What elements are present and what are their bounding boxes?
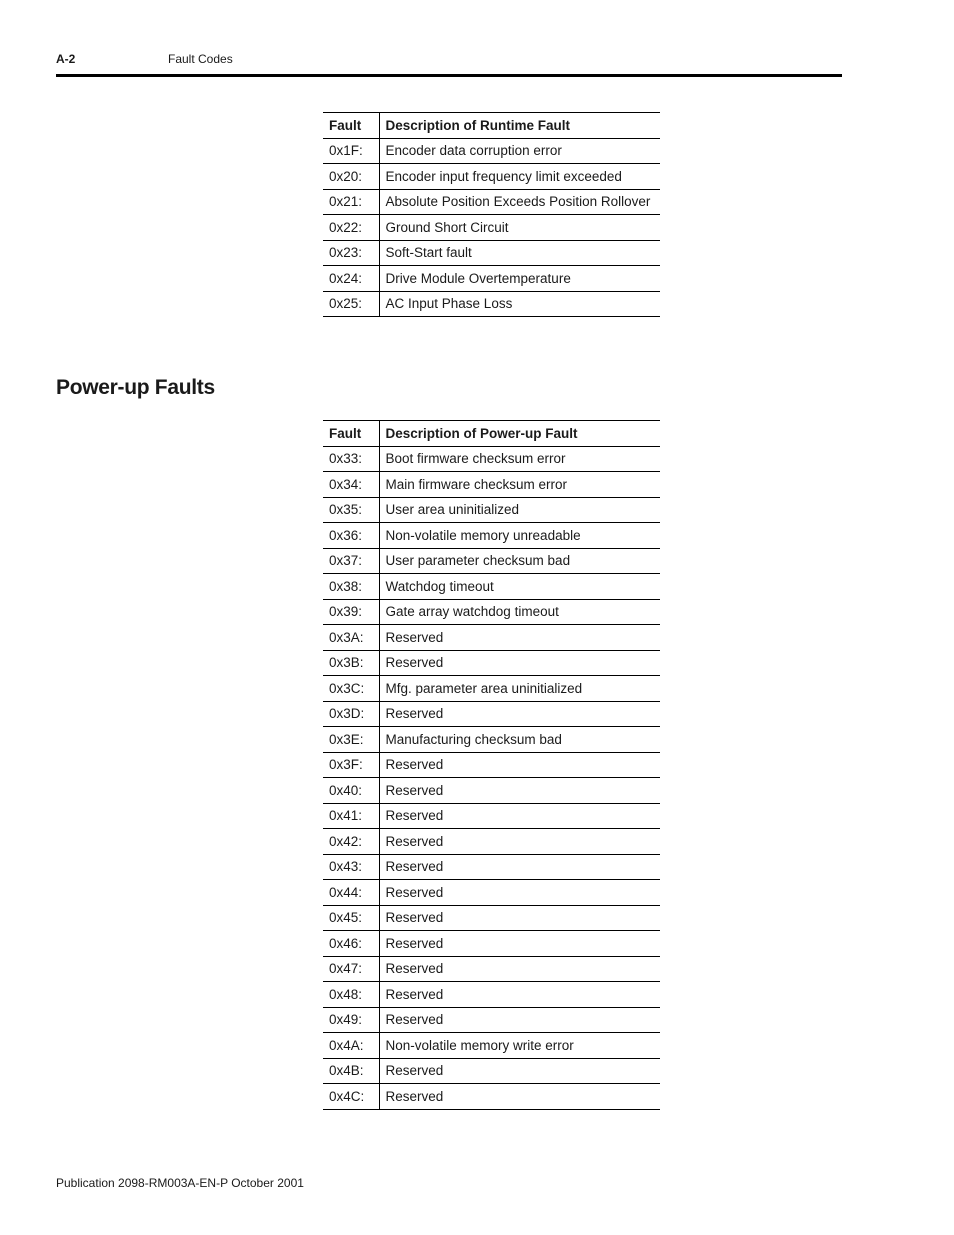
fault-description-cell: Reserved bbox=[379, 982, 660, 1008]
table-row bbox=[323, 625, 660, 651]
fault-code-cell: 0x42: bbox=[323, 829, 379, 855]
table-row bbox=[323, 982, 660, 1008]
fault-description-cell: Soft-Start fault bbox=[379, 240, 660, 266]
fault-code-cell: 0x3C: bbox=[323, 676, 379, 702]
fault-code-cell: 0x48: bbox=[323, 982, 379, 1008]
fault-description-cell: Mfg. parameter area uninitialized bbox=[379, 676, 660, 702]
table-row bbox=[323, 931, 660, 957]
publication-footer: Publication 2098-RM003A-EN-P October 2001 bbox=[56, 1176, 304, 1190]
fault-description-cell: Ground Short Circuit bbox=[379, 215, 660, 241]
fault-code-cell: 0x46: bbox=[323, 931, 379, 957]
table-row bbox=[323, 676, 660, 702]
table-row bbox=[323, 523, 660, 549]
fault-code-cell: 0x24: bbox=[323, 266, 379, 292]
table-row bbox=[323, 599, 660, 625]
table-row bbox=[323, 727, 660, 753]
fault-code-cell: 0x44: bbox=[323, 880, 379, 906]
fault-description-cell: User parameter checksum bad bbox=[379, 548, 660, 574]
fault-description-cell: AC Input Phase Loss bbox=[379, 291, 660, 317]
fault-code-cell: 0x3E: bbox=[323, 727, 379, 753]
fault-description-cell: Reserved bbox=[379, 956, 660, 982]
fault-description-cell: Boot firmware checksum error bbox=[379, 446, 660, 472]
fault-code-cell: 0x49: bbox=[323, 1007, 379, 1033]
fault-description-cell: Reserved bbox=[379, 778, 660, 804]
fault-code-cell: 0x37: bbox=[323, 548, 379, 574]
table-row bbox=[323, 240, 660, 266]
table-row bbox=[323, 574, 660, 600]
fault-code-cell: 0x35: bbox=[323, 497, 379, 523]
fault-description-cell: Manufacturing checksum bad bbox=[379, 727, 660, 753]
fault-code-cell: 0x47: bbox=[323, 956, 379, 982]
fault-description-cell: Encoder input frequency limit exceeded bbox=[379, 164, 660, 190]
table-row bbox=[323, 752, 660, 778]
table-row bbox=[323, 446, 660, 472]
table-row bbox=[323, 215, 660, 241]
fault-description-cell: Main firmware checksum error bbox=[379, 472, 660, 498]
table-row bbox=[323, 854, 660, 880]
fault-code-cell: 0x1F: bbox=[323, 138, 379, 164]
table-row bbox=[323, 1007, 660, 1033]
fault-description-cell: Reserved bbox=[379, 880, 660, 906]
fault-description-cell: Absolute Position Exceeds Position Rollover bbox=[379, 189, 660, 215]
fault-code-cell: 0x3D: bbox=[323, 701, 379, 727]
fault-description-cell: User area uninitialized bbox=[379, 497, 660, 523]
table-row bbox=[323, 138, 660, 164]
fault-description-cell: Reserved bbox=[379, 854, 660, 880]
fault-code-cell: 0x36: bbox=[323, 523, 379, 549]
table-row bbox=[323, 956, 660, 982]
description-column-header: Description of Power-up Fault bbox=[379, 421, 660, 447]
table-row bbox=[323, 548, 660, 574]
table-row bbox=[323, 164, 660, 190]
table-header-row bbox=[323, 113, 660, 139]
fault-description-cell: Reserved bbox=[379, 701, 660, 727]
fault-description-cell: Reserved bbox=[379, 1084, 660, 1110]
powerup-fault-table bbox=[323, 420, 660, 1110]
fault-code-cell: 0x25: bbox=[323, 291, 379, 317]
fault-description-cell: Gate array watchdog timeout bbox=[379, 599, 660, 625]
fault-description-cell: Non-volatile memory write error bbox=[379, 1033, 660, 1059]
fault-code-cell: 0x33: bbox=[323, 446, 379, 472]
fault-code-cell: 0x3A: bbox=[323, 625, 379, 651]
description-column-header: Description of Runtime Fault bbox=[379, 113, 660, 139]
fault-code-cell: 0x39: bbox=[323, 599, 379, 625]
page-header bbox=[56, 52, 842, 74]
table-row bbox=[323, 472, 660, 498]
table-row bbox=[323, 905, 660, 931]
fault-code-cell: 0x43: bbox=[323, 854, 379, 880]
page-number: A-2 bbox=[56, 52, 76, 66]
fault-description-cell: Watchdog timeout bbox=[379, 574, 660, 600]
fault-description-cell: Drive Module Overtemperature bbox=[379, 266, 660, 292]
fault-code-cell: 0x4A: bbox=[323, 1033, 379, 1059]
fault-description-cell: Reserved bbox=[379, 1007, 660, 1033]
table-row bbox=[323, 701, 660, 727]
table-row bbox=[323, 1084, 660, 1110]
fault-description-cell: Reserved bbox=[379, 625, 660, 651]
fault-code-cell: 0x45: bbox=[323, 905, 379, 931]
runtime-fault-table bbox=[323, 112, 660, 317]
header-rule bbox=[56, 74, 842, 77]
table-row bbox=[323, 1058, 660, 1084]
table-row bbox=[323, 291, 660, 317]
fault-code-cell: 0x3B: bbox=[323, 650, 379, 676]
fault-column-header: Fault bbox=[323, 421, 379, 447]
fault-description-cell: Reserved bbox=[379, 803, 660, 829]
fault-code-cell: 0x23: bbox=[323, 240, 379, 266]
fault-code-cell: 0x20: bbox=[323, 164, 379, 190]
fault-column-header: Fault bbox=[323, 113, 379, 139]
section-title: Power-up Faults bbox=[56, 376, 215, 399]
fault-code-cell: 0x3F: bbox=[323, 752, 379, 778]
table-row bbox=[323, 778, 660, 804]
fault-code-cell: 0x40: bbox=[323, 778, 379, 804]
table-row bbox=[323, 880, 660, 906]
fault-code-cell: 0x38: bbox=[323, 574, 379, 600]
fault-description-cell: Reserved bbox=[379, 829, 660, 855]
fault-code-cell: 0x41: bbox=[323, 803, 379, 829]
fault-description-cell: Reserved bbox=[379, 650, 660, 676]
fault-description-cell: Reserved bbox=[379, 931, 660, 957]
table-row bbox=[323, 266, 660, 292]
table-row bbox=[323, 497, 660, 523]
fault-description-cell: Reserved bbox=[379, 1058, 660, 1084]
fault-description-cell: Reserved bbox=[379, 752, 660, 778]
fault-description-cell: Reserved bbox=[379, 905, 660, 931]
table-row bbox=[323, 189, 660, 215]
fault-code-cell: 0x22: bbox=[323, 215, 379, 241]
fault-code-cell: 0x4B: bbox=[323, 1058, 379, 1084]
fault-code-cell: 0x34: bbox=[323, 472, 379, 498]
table-row bbox=[323, 829, 660, 855]
table-row bbox=[323, 650, 660, 676]
running-header-title: Fault Codes bbox=[168, 52, 233, 66]
table-row bbox=[323, 803, 660, 829]
table-row bbox=[323, 1033, 660, 1059]
fault-code-cell: 0x21: bbox=[323, 189, 379, 215]
fault-code-cell: 0x4C: bbox=[323, 1084, 379, 1110]
fault-description-cell: Non-volatile memory unreadable bbox=[379, 523, 660, 549]
fault-description-cell: Encoder data corruption error bbox=[379, 138, 660, 164]
table-header-row bbox=[323, 421, 660, 447]
